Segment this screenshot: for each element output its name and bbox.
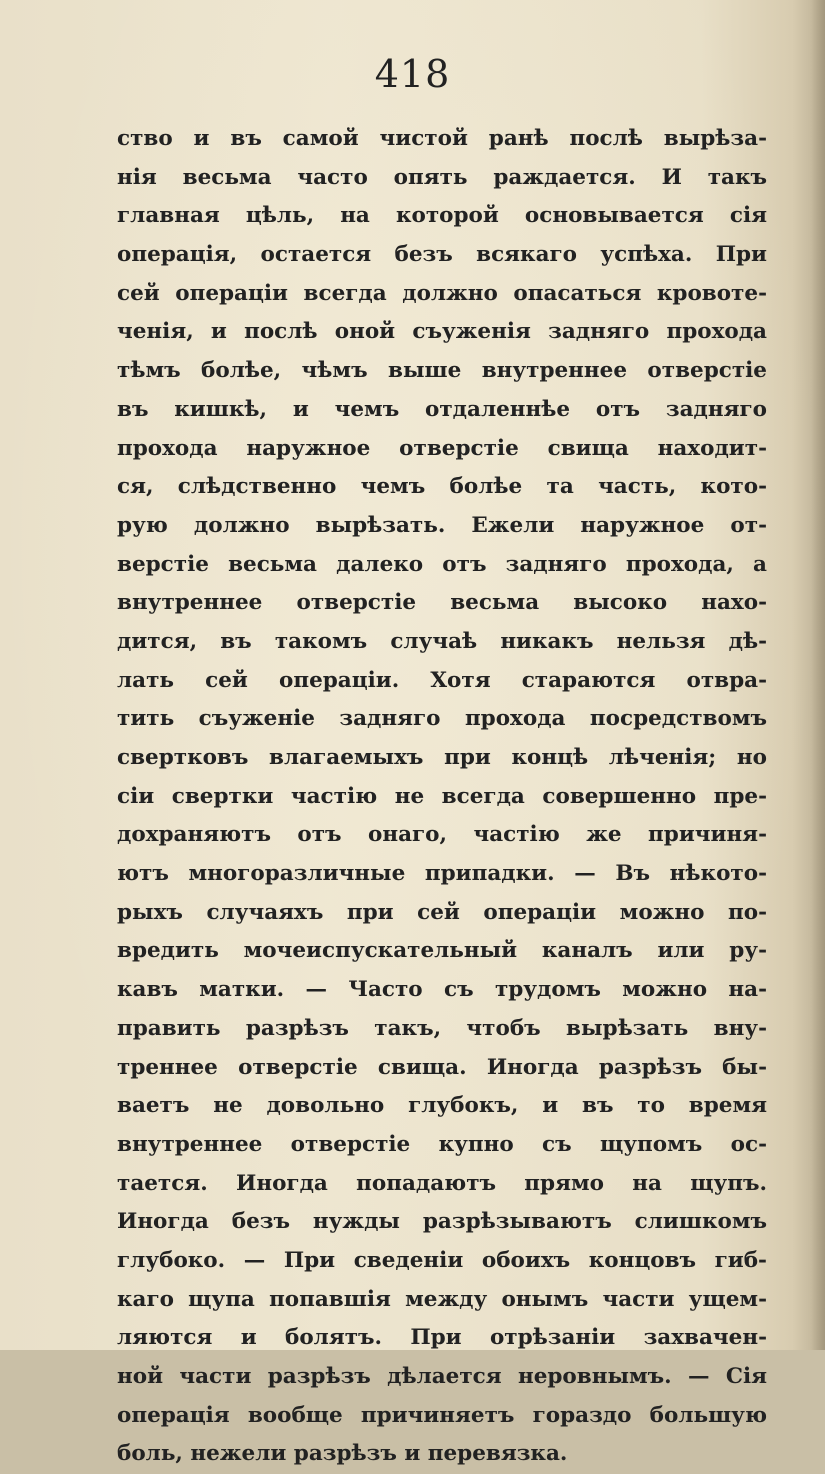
text-line: рыхъ случаяхъ при сей операціи можно по- [117,899,767,925]
text-line: дится, въ такомъ случаѣ никакъ нельзя дѣ- [117,628,767,654]
text-line: ютъ многоразличные припадки. — Въ нѣкото- [117,861,767,887]
text-line: тается. Иногда попадаютъ прямо на щупъ. [117,1170,767,1196]
text-line: нія весьма часто опять раждается. И такъ [117,164,767,190]
text-line: треннее отверстіе свища. Иногда разрѣзъ бы- [117,1054,767,1080]
page-number: 418 [374,52,451,96]
text-line: главная цѣль, на которой основывается сія [117,203,767,229]
text-line-last: боль, нежели разрѣзъ и перевязка. [117,1441,568,1467]
text-line: внутреннее отверстіе весьма высоко нахо- [117,590,767,616]
text-line: глубоко. — При сведеніи обоихъ концовъ гиб- [117,1247,767,1273]
text-line: сіи свертки частію не всегда совершенно пре- [117,783,767,809]
text-line: ваетъ не довольно глубокъ, и въ то время [117,1093,767,1119]
text-line: прохода наружное отверстіе свища находит- [117,435,767,461]
text-line: лать сей операціи. Хотя стараются отвра- [117,667,767,693]
text-line: ся, слѣдственно чемъ болѣе та часть, кото- [117,474,767,500]
text-line: сей операціи всегда должно опасаться кровоте- [117,280,767,306]
text-line: вредить мочеиспускательный каналъ или ру- [117,938,767,964]
text-line: въ кишкѣ, и чемъ отдаленнѣе отъ задняго [117,396,767,422]
text-line: верстіе весьма далеко отъ задняго прохода, а [117,551,767,577]
text-line: операція, остается безъ всякаго успѣха. При [117,242,767,268]
text-line: свертковъ влагаемыхъ при концѣ лѣченія; но [117,745,767,770]
text-line: каго щупа попавшія между онымъ части ущем- [117,1286,767,1312]
text-line: ной части разрѣзъ дѣлается неровнымъ. — Сія [117,1364,767,1389]
text-line: дохраняютъ отъ онаго, частію же причиня- [117,822,767,848]
text-line: ченія, и послѣ оной съуженія задняго прохода [117,319,767,345]
text-line: рую должно вырѣзать. Ежели наружное от- [117,512,767,538]
text-line: ство и въ самой чистой ранѣ послѣ вырѣза- [117,126,767,151]
text-line: кавъ матки. — Часто съ трудомъ можно на- [117,977,767,1003]
text-line: тѣмъ болѣе, чѣмъ выше внутреннее отверстіе [117,358,767,384]
text-line: Иногда безъ нужды разрѣзываютъ слишкомъ [117,1209,767,1235]
page-edge-shadow [811,0,825,1350]
text-line: внутреннее отверстіе купно съ щупомъ ос- [117,1131,767,1157]
body-text [117,120,767,1474]
text-line: ляются и болятъ. При отрѣзаніи захвачен- [117,1325,767,1351]
text-line: править разрѣзъ такъ, чтобъ вырѣзать вну- [117,1015,767,1041]
text-line: тить съуженіе задняго прохода посредствомъ [117,706,767,732]
text-line: операція вообще причиняетъ гораздо большую [117,1402,767,1428]
